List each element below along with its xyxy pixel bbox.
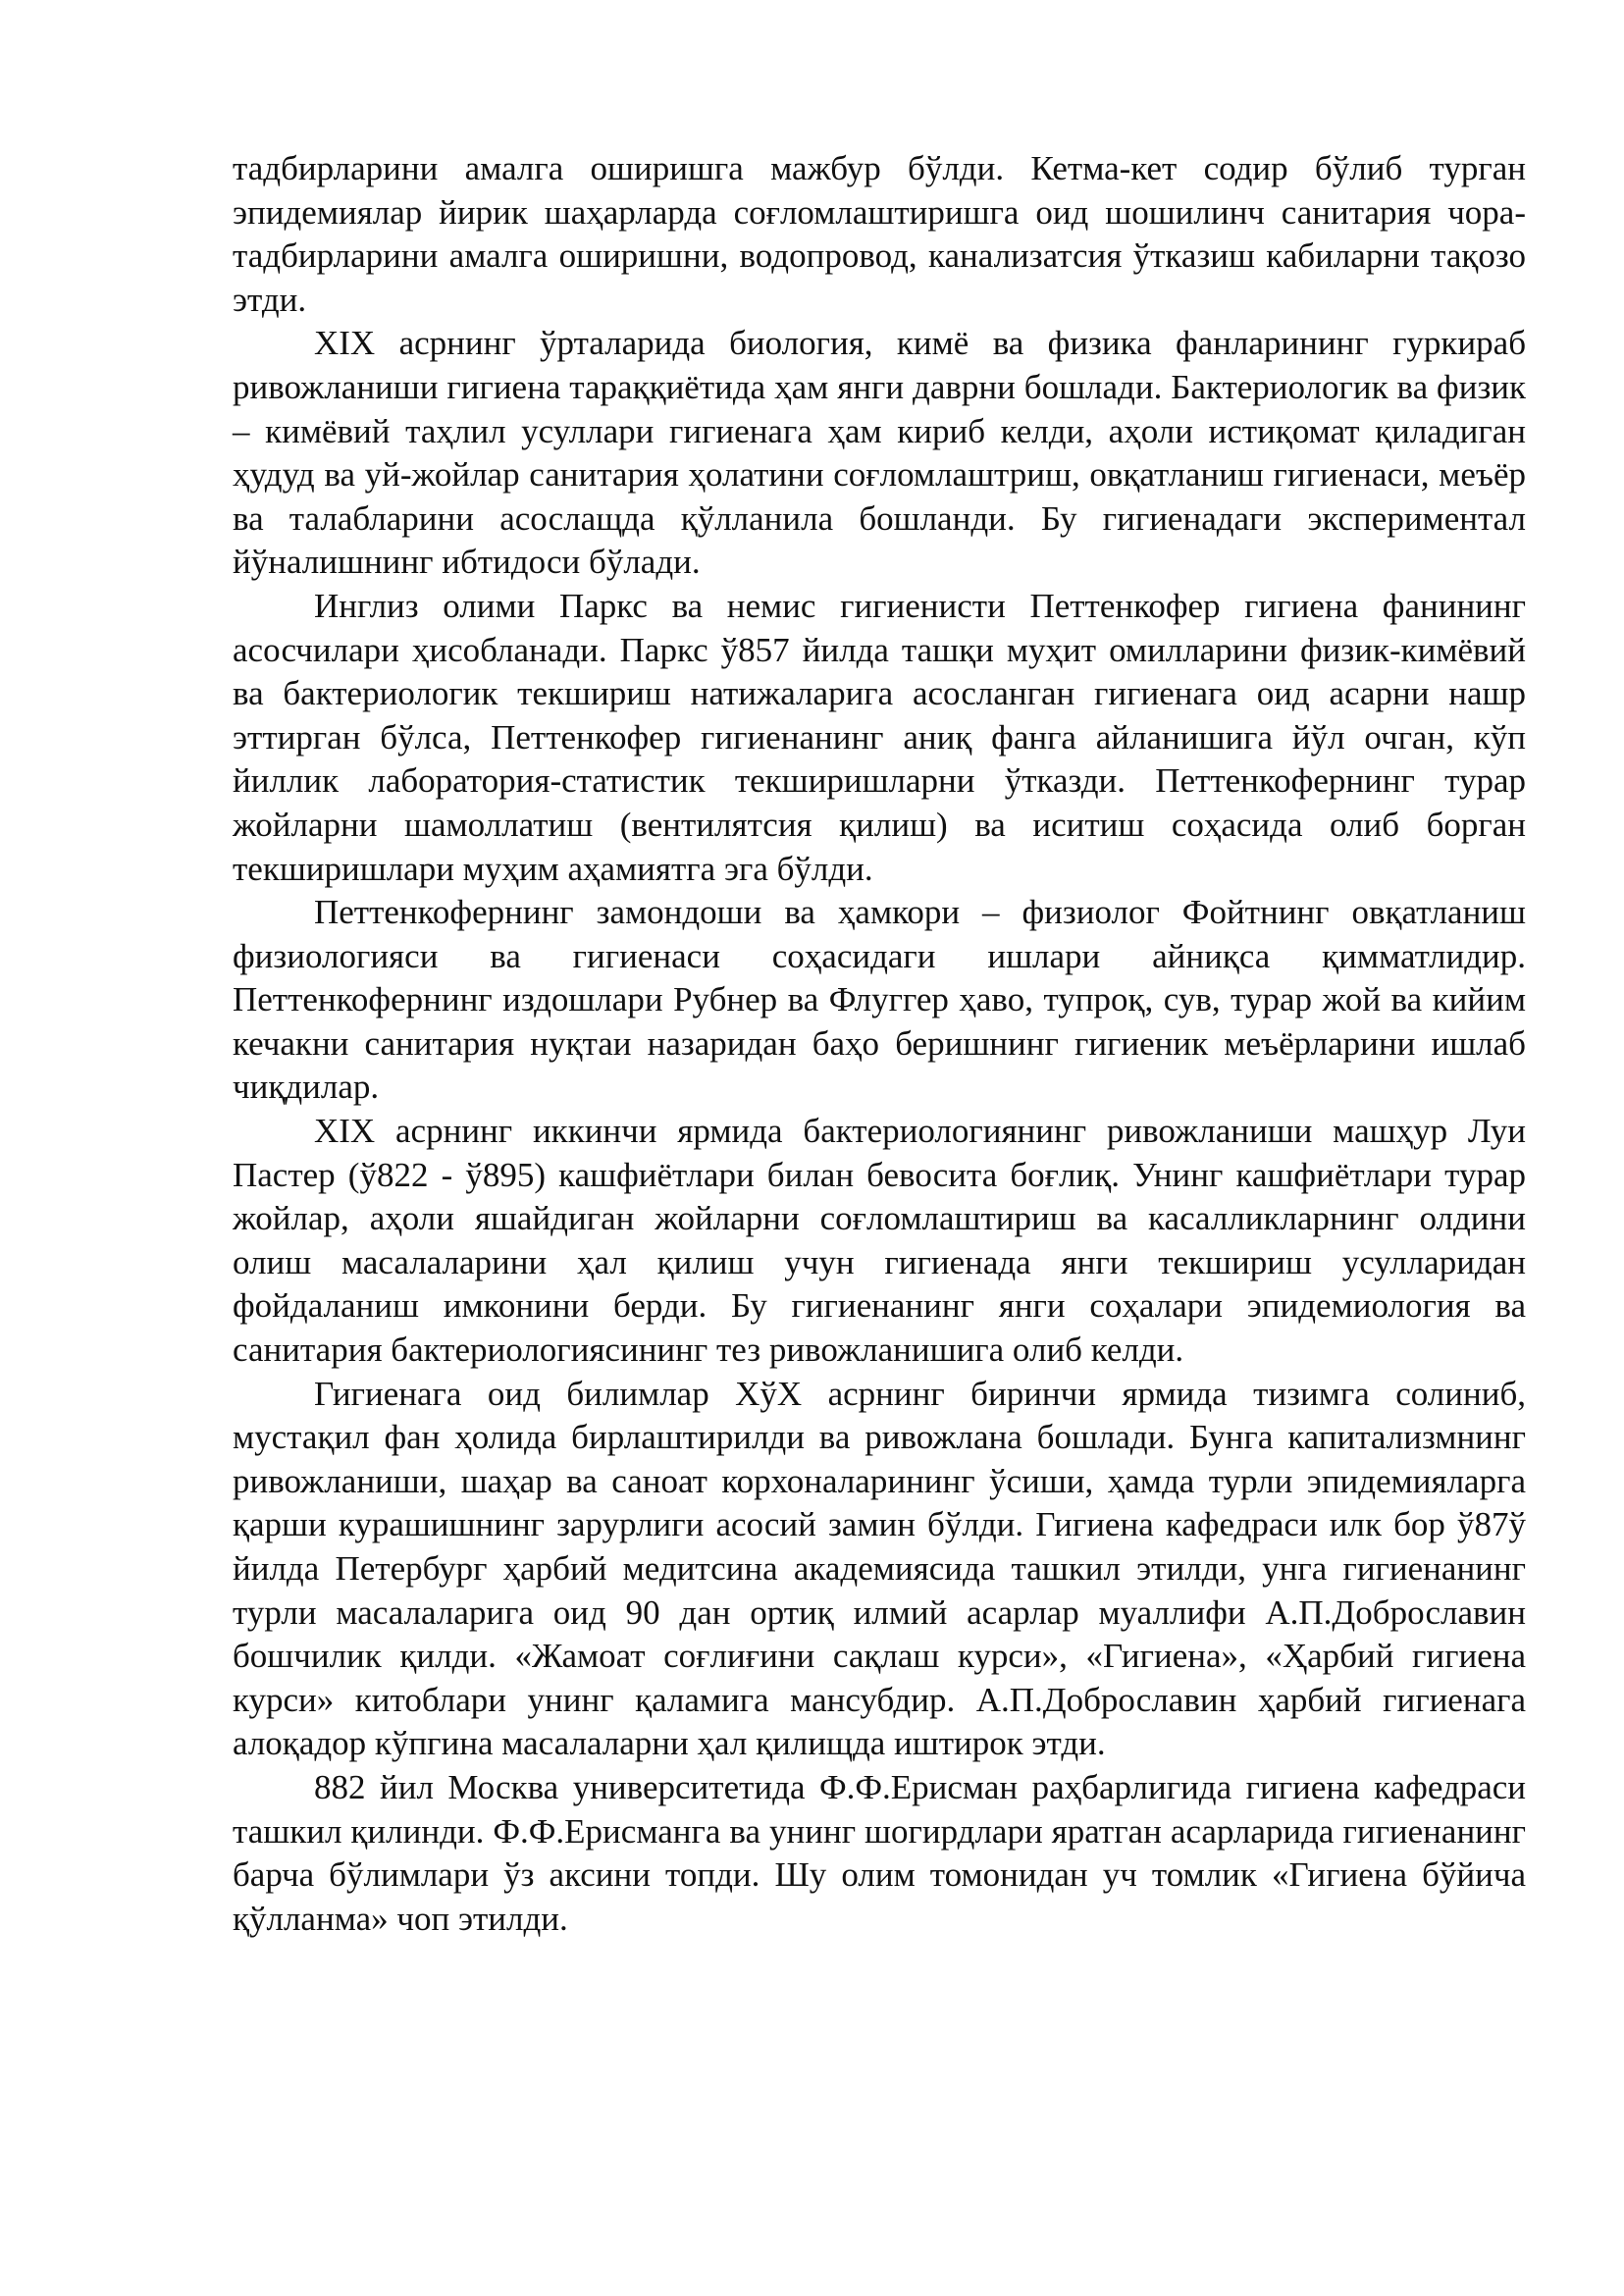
paragraph: тадбирларини амалга оширишга мажбур бўлди. Кетма-кет содир бўлиб турган эпидемиялар йирик шаҳарларда соғломлаштиришга оид шошилинч санитария чора-тадбирларини амалга оширишни, водопровод, канализатсия ўтказиш кабиларни тақозо этди. [233, 149, 1526, 319]
document-page [233, 147, 1526, 1941]
paragraph: XIX асрнинг иккинчи ярмида бактериологиянинг ривожланиши машҳур Луи Пастер (ў822 - ў895) кашфиётлари билан бевосита боғлиқ. Унинг кашфиётлари турар жойлар, аҳоли яшайдиган жойларни соғломлаштириш ва касалликларнинг олдини олиш масалаларини ҳал қилиш учун гигиенада янги текшириш усулларидан фойдаланиш имконини берди. Бу гигиенанинг янги соҳалари эпидемиология ва санитария бактериологиясининг тез ривожланишига олиб келди. [233, 1112, 1526, 1370]
paragraph: 882 йил Москва университетида Ф.Ф.Ерисман раҳбарлигида гигиена кафедраси ташкил қилинди. Ф.Ф.Ерисманга ва унинг шогирдлари яратган асарларида гигиенанинг барча бўлимлари ўз аксини топди. Шу олим томонидан уч томлик «Гигиена бўйича қўлланма» чоп этилди. [233, 1767, 1526, 1938]
paragraph: XIX асрнинг ўрталарида биология, кимё ва физика фанларининг гуркираб ривожланиши гигиена тараққиётида ҳам янги даврни бошлади. Бактериологик ва физик – кимёвий таҳлил усуллари гигиенага ҳам кириб келди, аҳоли истиқомат қиладиган ҳудуд ва уй-жойлар санитария ҳолатини соғломлаштриш, овқатланиш гигиенаси, меъёр ва талабларини асослащда қўлланила бошланди. Бу гигиенадаги экспериментал йўналишнинг ибтидоси бўлади. [233, 324, 1526, 582]
paragraph: Петтенкофернинг замондоши ва ҳамкори – физиолог Фойтнинг овқатланиш физиологияси ва гигиенаси соҳасидаги ишлари айниқса қимматлидир. Петтенкофернинг издошлари Рубнер ва Флуггер ҳаво, тупроқ, сув, турар жой ва кийим кечакни санитария нуқтаи назаридан баҳо беришнинг гигиеник меъёрларини ишлаб чиқдилар. [233, 893, 1526, 1107]
paragraph: Инглиз олими Паркс ва немис гигиенисти Петтенкофер гигиена фанининг асосчилари ҳисобланади. Паркс ў857 йилда ташқи муҳит омилларини физик-кимёвий ва бактериологик текшириш натижаларига асосланган гигиенага оид асарни нашр эттирган бўлса, Петтенкофер гигиенанинг аниқ фанга айланишига йўл очган, кўп йиллик лаборатория-статистик текширишларни ўтказди. Петтенкофернинг турар жойларни шамоллатиш (вентилятсия қилиш) ва иситиш соҳасида олиб борган текширишлари муҳим аҳамиятга эга бўлди. [233, 586, 1526, 888]
paragraph: Гигиенага оид билимлар ХўХ асрнинг биринчи ярмида тизимга солиниб, мустақил фан ҳолида бирлаштирилди ва ривожлана бошлади. Бунга капитализмнинг ривожланиши, шаҳар ва саноат корхоналарининг ўсиши, ҳамда турли эпидемияларга қарши курашишнинг зарурлиги асосий замин бўлди. Гигиена кафедраси илк бор ў87ў йилда Петербург ҳарбий медитсина академиясида ташкил этилди, унга гигиенанинг турли масалаларига оид 90 дан ортиқ илмий асарлар муаллифи А.П.Доброславин бошчилик қилди. «Жамоат соғлиғини сақлаш курси», «Гигиена», «Ҳарбий гигиена курси» китоблари унинг қаламига мансубдир. А.П.Доброславин ҳарбий гигиенага алоқадор кўпгина масалаларни ҳал қилищда иштирок этди. [233, 1374, 1526, 1763]
